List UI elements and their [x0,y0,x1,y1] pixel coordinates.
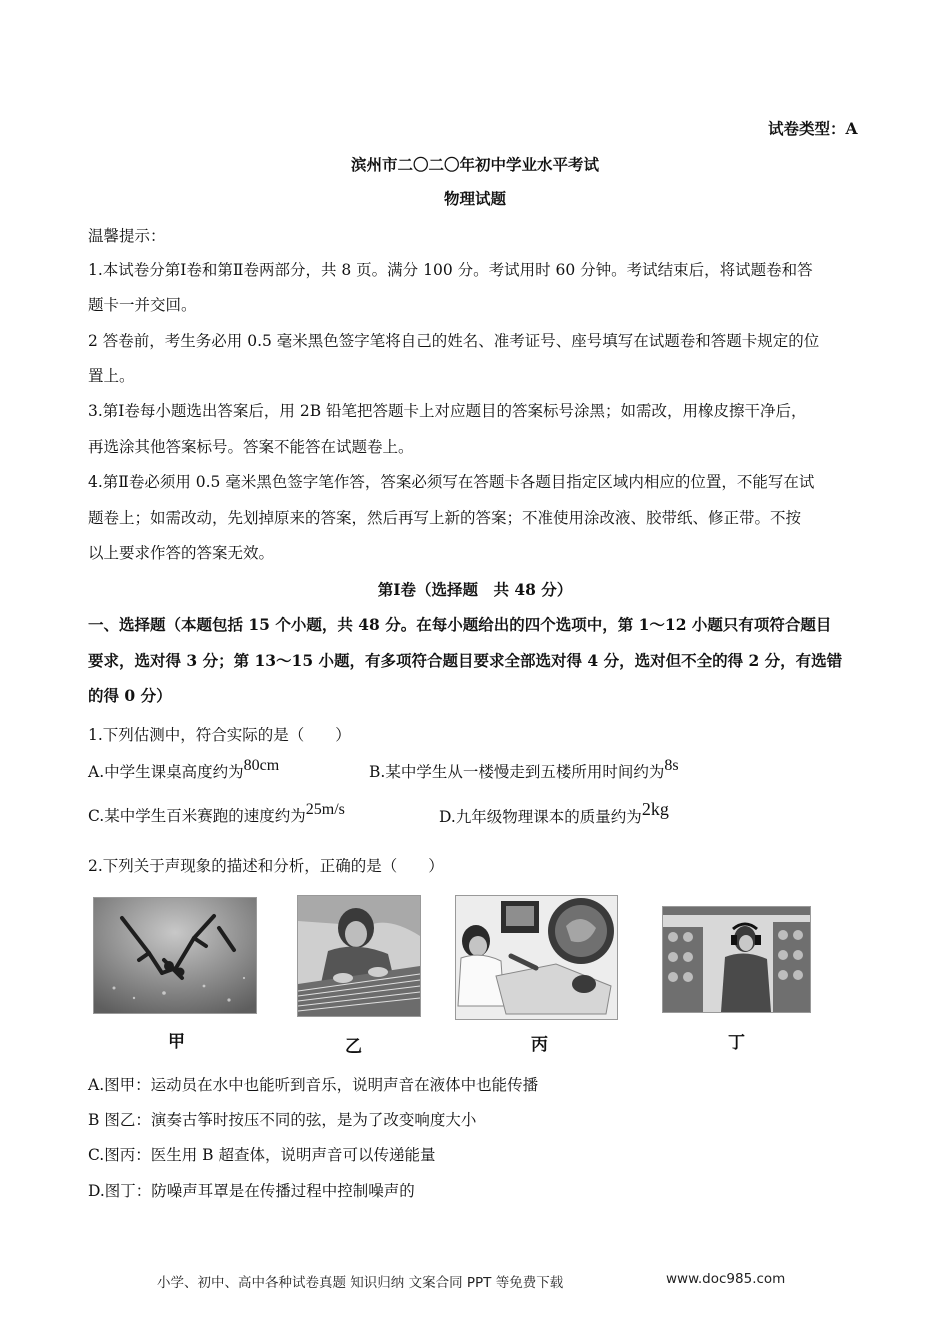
q1-option-a-text: A.中学生课桌高度约为 [88,763,244,781]
q1-option-b-text: B.某中学生从一楼慢走到五楼所用时间约为 [369,763,665,781]
q1-option-d [439,799,669,827]
note-4-line-3: 以上要求作答的答案无效。 [88,544,275,562]
q1-option-b-unit: 8s [664,757,679,774]
q1-option-c-text: C.某中学生百米赛跑的速度约为 [88,807,306,825]
caption-ding: 丁 [728,1033,745,1053]
photo-jia-swimmers [93,897,257,1014]
q1-option-a-unit: 80cm [243,757,280,774]
exam-title: 滨州市二〇二〇年初中学业水平考试 [350,155,599,174]
caption-yi: 乙 [345,1037,362,1057]
q2-option-a: A.图甲：运动员在水中也能听到音乐，说明声音在液体中也能传播 [88,1076,539,1094]
footer-site-link[interactable]: www.doc985.com [666,1271,786,1287]
section-instruction-line-2: 要求，选对得 3 分；第 13～15 小题，有多项符合题目要求全部选对得 4 分，选对但不全的得 2 分，有选错 [88,651,843,670]
q2-stem: 2.下列关于声现象的描述和分析，正确的是（ ） [88,857,444,875]
caption-bing: 丙 [531,1035,548,1055]
note-1-line-2: 题卡一并交回。 [88,296,197,314]
note-2-line-2: 置上。 [88,367,135,385]
note-2-line-1: 2 答卷前，考生务必用 0.5 毫米黑色签字笔将自己的姓名、准考证号、座号填写在试题卷和答题卡规定的位 [88,332,820,350]
photo-yi-guzheng [297,895,421,1017]
q1-option-d-text: D.九年级物理课本的质量约为 [439,808,642,826]
section-instruction-line-1: 一、选择题（本题包括 15 个小题，共 48 分。在每小题给出的四个选项中，第 1～12 小题只有项符合题目 [88,615,832,634]
section-instruction-line-3: 的得 0 分） [88,686,172,705]
q1-option-d-unit: 2kg [641,799,669,819]
note-4-line-2: 题卷上；如需改动，先划掉原来的答案，然后再写上新的答案；不准使用涂改液、胶带纸、修正带。不按 [88,509,802,527]
notes-label: 温馨提示： [88,227,166,245]
q1-option-c [88,801,345,827]
note-4-line-1: 4.第Ⅱ卷必须用 0.5 毫米黑色签字笔作答，答案必须写在答题卡各题目指定区域内相应的位置，不能写在试 [88,473,815,491]
note-1-line-1: 1.本试卷分第Ⅰ卷和第Ⅱ卷两部分，共 8 页。满分 100 分。考试用时 60 分钟。考试结束后，将试题卷和答 [88,261,813,279]
photo-ding-factory [662,906,811,1013]
q1-option-b [369,757,679,783]
note-3-line-2: 再选涂其他答案标号。答案不能答在试题卷上。 [88,438,414,456]
section-title: 第Ⅰ卷（选择题 共 48 分） [377,580,573,599]
caption-jia: 甲 [168,1032,185,1052]
q1-option-a [88,757,280,783]
q2-option-c: C.图丙：医生用 B 超查体，说明声音可以传递能量 [88,1146,436,1164]
paper-type: 试卷类型：A [768,119,858,138]
q1-stem: 1.下列估测中，符合实际的是（ ） [88,726,351,744]
note-3-line-1: 3.第Ⅰ卷每小题选出答案后，用 2B 铅笔把答题卡上对应题目的答案标号涂黑；如需改，用橡皮擦干净后， [88,402,807,420]
q1-option-c-unit: 25m/s [305,801,345,818]
q2-option-d: D.图丁：防噪声耳罩是在传播过程中控制噪声的 [88,1182,415,1200]
q2-option-b: B 图乙：演奏古筝时按压不同的弦，是为了改变响度大小 [88,1111,477,1129]
subject-title: 物理试题 [443,189,506,208]
photo-bing-ultrasound [455,895,618,1020]
footer-text: 小学、初中、高中各种试卷真题 知识归纳 文案合同 PPT 等免费下载 [157,1275,564,1291]
